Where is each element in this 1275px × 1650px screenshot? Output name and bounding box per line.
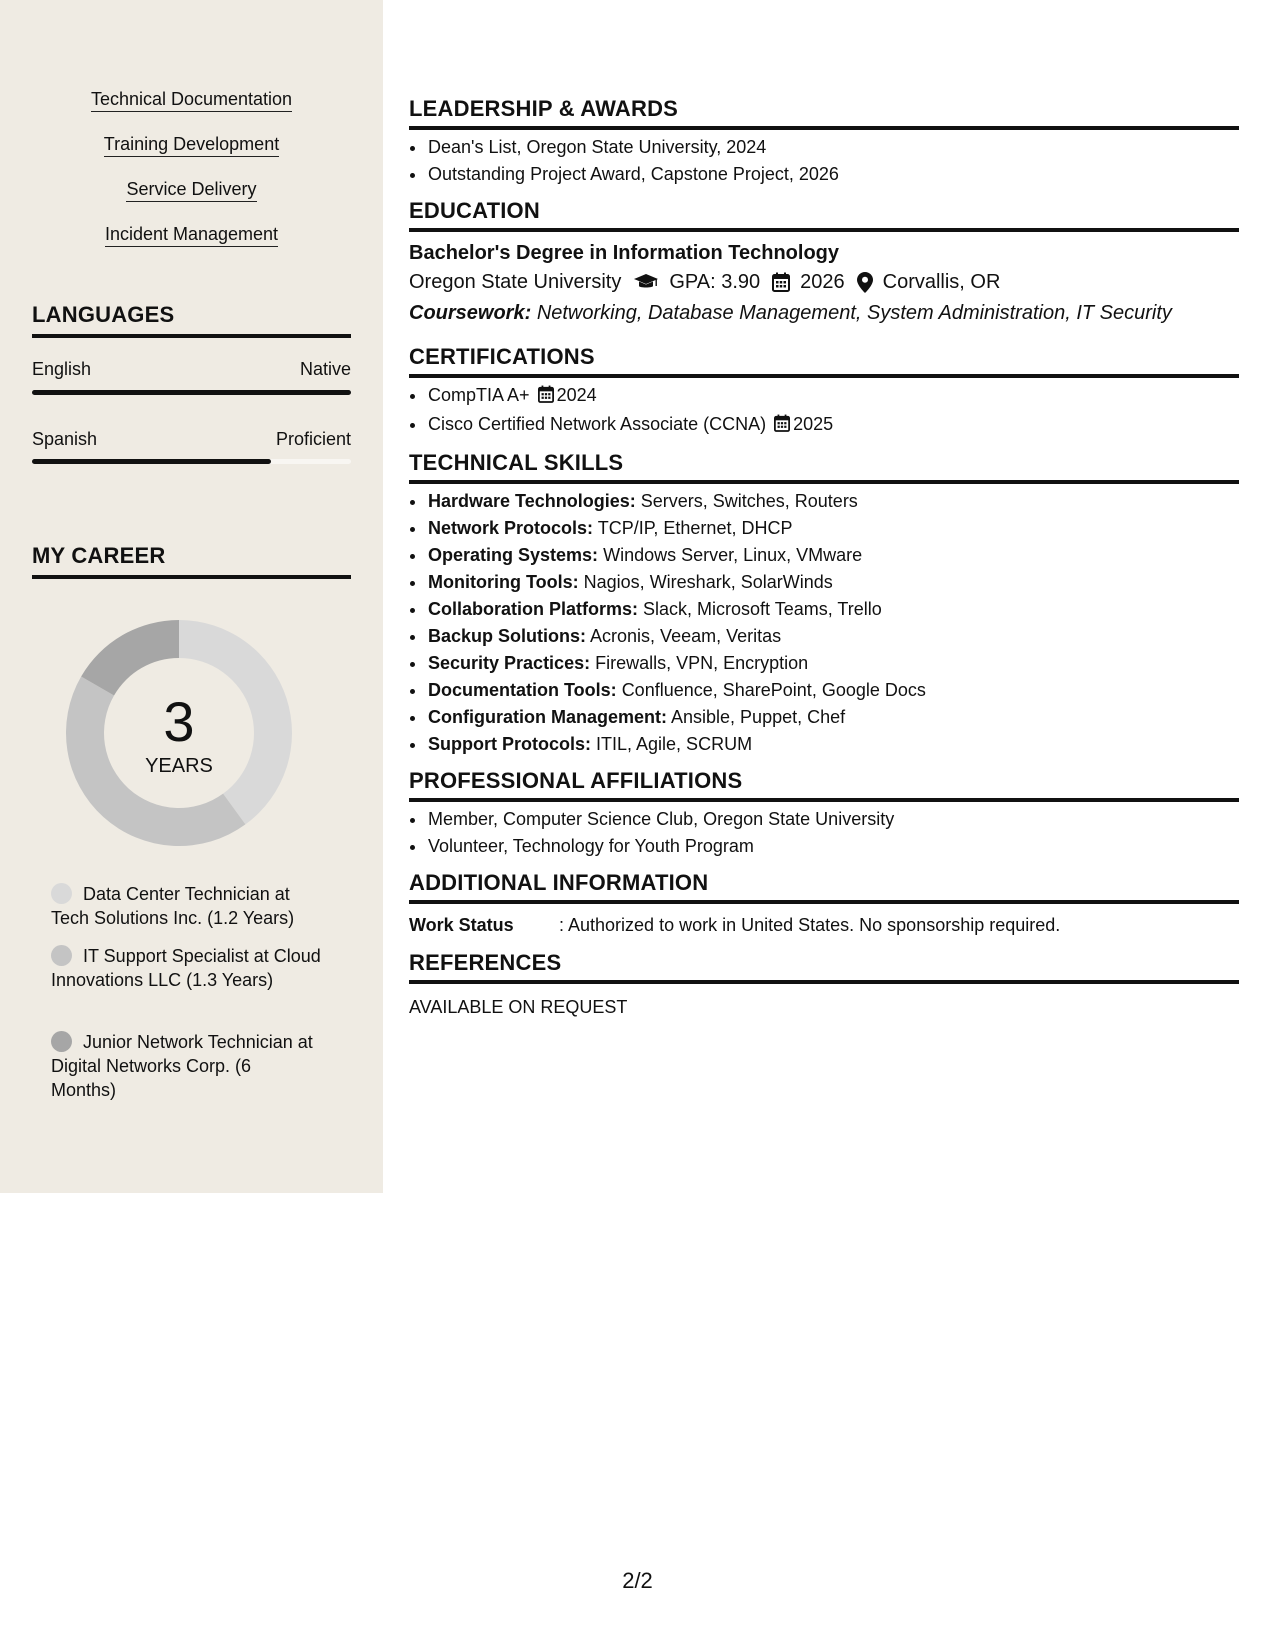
section-title: EDUCATION	[409, 198, 1239, 232]
language-level: Proficient	[275, 429, 351, 449]
skill-values: Confluence, SharePoint, Google Docs	[621, 680, 926, 700]
list-item	[427, 411, 1239, 440]
work-status-row	[409, 912, 1239, 938]
skill-category: Monitoring Tools:	[428, 572, 579, 592]
list-item	[427, 731, 1239, 758]
location-pin-icon	[857, 272, 873, 293]
list-item: • Member, Computer Science Club, Oregon State University	[427, 806, 1239, 833]
page-number: 2/2	[622, 1568, 653, 1593]
skill-values: Servers, Switches, Routers	[640, 491, 858, 511]
legend-dot-icon	[51, 945, 72, 966]
list-item: • Dean's List, Oregon State University, 2024	[427, 134, 1239, 161]
legend-dot-icon	[51, 1031, 72, 1052]
work-status-label: Work Status	[409, 915, 514, 935]
language-bar-fill	[32, 459, 271, 464]
skill-category: Hardware Technologies:	[428, 491, 636, 511]
affiliations-section	[409, 768, 1239, 860]
work-status-value: : Authorized to work in United States. No sponsorship required.	[559, 915, 1061, 935]
certification-year: 2025	[793, 414, 834, 434]
skill-values: Windows Server, Linux, VMware	[603, 545, 863, 565]
section-title: TECHNICAL SKILLS	[409, 450, 1239, 484]
skill-values: Nagios, Wireshark, SolarWinds	[583, 572, 833, 592]
language-bar	[32, 390, 351, 395]
skill-category: Operating Systems:	[428, 545, 599, 565]
gpa: GPA: 3.90	[669, 271, 761, 293]
career-heading: MY CAREER	[32, 543, 351, 579]
school-location: Corvallis, OR	[882, 271, 1001, 293]
references-section	[409, 950, 1239, 1020]
degree-title: Bachelor's Degree in Information Technology	[409, 242, 840, 264]
section-title: ADDITIONAL INFORMATION	[409, 870, 1239, 904]
skill-category: Configuration Management:	[428, 707, 667, 727]
language-row	[32, 429, 351, 450]
section-title: LEADERSHIP & AWARDS	[409, 96, 1239, 130]
career-total-unit: YEARS	[145, 755, 213, 777]
skill-values: Firewalls, VPN, Encryption	[595, 653, 809, 673]
list-item	[427, 488, 1239, 515]
certification-name: CompTIA A+	[428, 385, 530, 405]
graduation-cap-icon	[633, 273, 659, 291]
career-legend-item: IT Support Specialist at Cloud Innovations LLC (1.3 Years)	[51, 946, 321, 990]
affiliations-list	[409, 806, 1239, 860]
technical-skills-section	[409, 450, 1239, 758]
list-item	[427, 515, 1239, 542]
calendar-icon	[772, 272, 790, 292]
graduation-year: 2026	[800, 271, 845, 293]
education-details	[409, 266, 1239, 298]
skill-item: Service Delivery	[0, 178, 383, 202]
school-name: Oregon State University	[409, 271, 622, 293]
skill-item: Training Development	[0, 133, 383, 157]
skill-values: TCP/IP, Ethernet, DHCP	[597, 518, 793, 538]
coursework	[409, 298, 1239, 328]
coursework-list: Networking, Database Management, System Administration, IT Security	[536, 302, 1172, 324]
skill-values: Acronis, Veeam, Veritas	[590, 626, 782, 646]
leadership-section	[409, 96, 1239, 188]
main-content	[409, 0, 1239, 1020]
skill-item: Incident Management	[0, 223, 383, 247]
language-row	[32, 359, 351, 380]
leadership-list	[409, 134, 1239, 188]
career-legend-item: Junior Network Technician at Digital Networks Corp. (6 Months)	[51, 1032, 313, 1100]
skill-category: Network Protocols:	[428, 518, 594, 538]
list-item	[427, 542, 1239, 569]
list-item	[427, 704, 1239, 731]
list-item	[427, 382, 1239, 411]
certification-year: 2024	[556, 385, 597, 405]
education-section	[409, 198, 1239, 328]
language-name: Spanish	[32, 429, 98, 449]
language-bar-fill	[32, 390, 351, 395]
certifications-list	[409, 382, 1239, 440]
language-level: Native	[299, 359, 351, 379]
list-item	[427, 569, 1239, 596]
section-title: REFERENCES	[409, 950, 1239, 984]
certification-name: Cisco Certified Network Associate (CCNA)	[428, 414, 767, 434]
skill-category: Collaboration Platforms:	[428, 599, 639, 619]
skill-values: Ansible, Puppet, Chef	[671, 707, 846, 727]
skill-values: Slack, Microsoft Teams, Trello	[643, 599, 882, 619]
legend-dot-icon	[51, 883, 72, 904]
language-bar	[32, 459, 351, 464]
donut-segment-3	[81, 620, 179, 696]
language-name: English	[32, 359, 92, 379]
references-text: AVAILABLE ON REQUEST	[409, 997, 628, 1017]
list-item: • Outstanding Project Award, Capstone Project, 2026	[427, 161, 1239, 188]
section-title: CERTIFICATIONS	[409, 344, 1239, 378]
section-title: PROFESSIONAL AFFILIATIONS	[409, 768, 1239, 802]
technical-skills-list	[409, 488, 1239, 758]
skill-category: Security Practices:	[428, 653, 591, 673]
list-item	[427, 596, 1239, 623]
calendar-icon	[774, 413, 790, 440]
skill-item: Technical Documentation	[0, 88, 383, 112]
certifications-section	[409, 344, 1239, 440]
skill-category: Backup Solutions:	[428, 626, 587, 646]
skill-category: Documentation Tools:	[428, 680, 617, 700]
skill-values: ITIL, Agile, SCRUM	[596, 734, 753, 754]
list-item	[427, 623, 1239, 650]
additional-info-section	[409, 870, 1239, 938]
list-item: • Volunteer, Technology for Youth Program	[427, 833, 1239, 860]
career-legend-item: Data Center Technician at Tech Solutions Inc. (1.2 Years)	[51, 884, 295, 928]
skill-category: Support Protocols:	[428, 734, 591, 754]
sidebar	[0, 0, 383, 1193]
list-item	[427, 677, 1239, 704]
career-total-years: 3	[163, 690, 195, 753]
list-item	[427, 650, 1239, 677]
calendar-icon	[538, 384, 554, 411]
languages-heading: LANGUAGES	[32, 302, 351, 338]
coursework-label: Coursework:	[409, 302, 532, 324]
